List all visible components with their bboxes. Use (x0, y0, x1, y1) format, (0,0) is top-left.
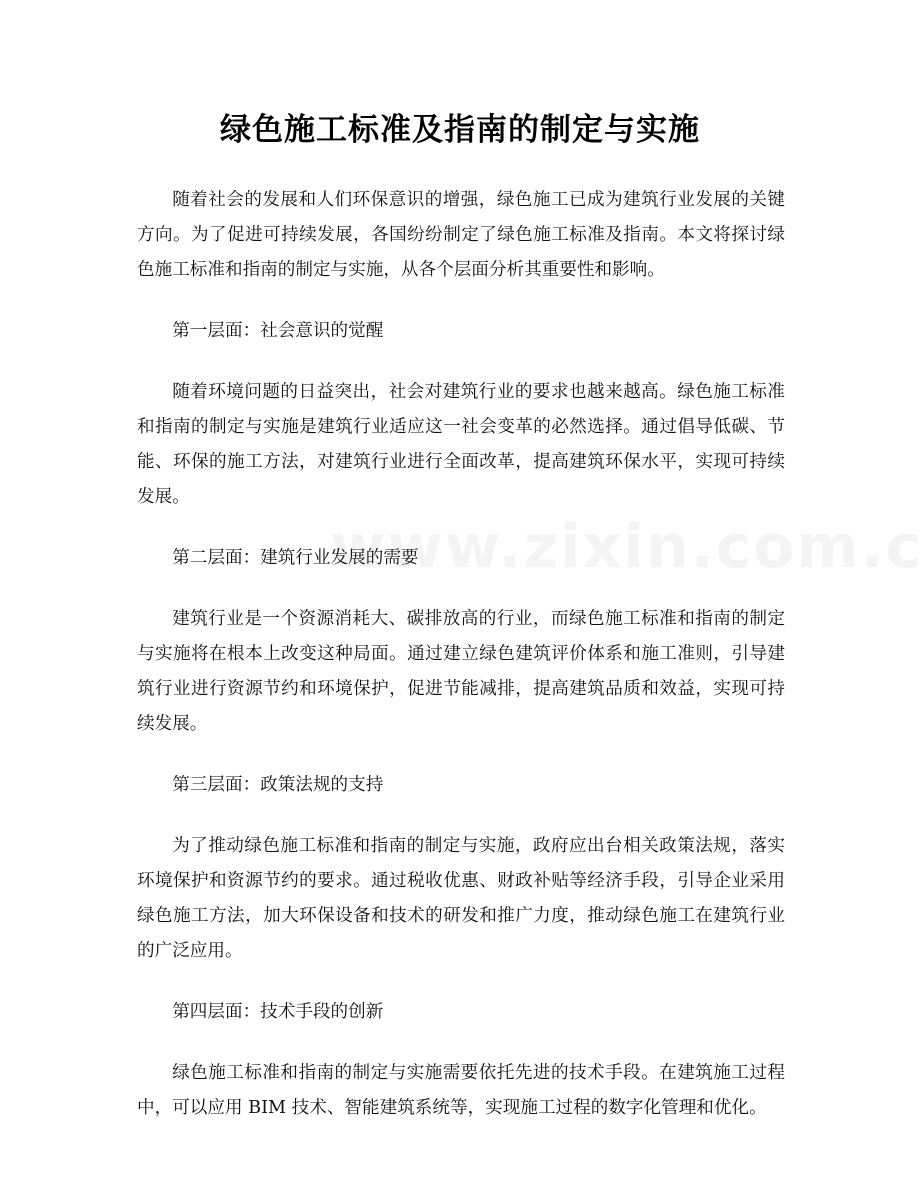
section-paragraph-1: 随着环境问题的日益突出，社会对建筑行业的要求也越来越高。绿色施工标准和指南的制定与实施是建筑行业适应这一社会变革的必然选择。通过倡导低碳、节能、环保的施工方法，对建筑行业进行全面改革，提高建筑环保水平，实现可持续发展。 (137, 382, 785, 507)
section-heading-3: 第三层面：政策法规的支持 (172, 775, 384, 795)
section-paragraph-4: 绿色施工标准和指南的制定与实施需要依托先进的技术手段。在建筑施工过程中，可以应用 BIM 技术、智能建筑系统等，实现施工过程的数字化管理和优化。 (137, 1063, 785, 1118)
document-title: 绿色施工标准及指南的制定与实施 (220, 112, 700, 148)
section-paragraph-2: 建筑行业是一个资源消耗大、碳排放高的行业，而绿色施工标准和指南的制定与实施将在根本上改变这种局面。通过建立绿色建筑评价体系和施工准则，引导建筑行业进行资源节约和环境保护，促进节能减排，提高建筑品质和效益，实现可持续发展。 (137, 609, 785, 734)
document-body (137, 183, 785, 1152)
section-paragraph-3: 为了推动绿色施工标准和指南的制定与实施，政府应出台相关政策法规，落实环境保护和资源节约的要求。通过税收优惠、财政补贴等经济手段，引导企业采用绿色施工方法，加大环保设备和技术的研发和推广力度，推动绿色施工在建筑行业的广泛应用。 (137, 836, 785, 961)
intro-paragraph: 随着社会的发展和人们环保意识的增强，绿色施工已成为建筑行业发展的关键方向。为了促进可持续发展，各国纷纷制定了绿色施工标准及指南。本文将探讨绿色施工标准和指南的制定与实施，从各个层面分析其重要性和影响。 (137, 190, 785, 280)
section-heading-1: 第一层面：社会意识的觉醒 (172, 321, 384, 341)
section-heading-4: 第四层面：技术手段的创新 (172, 1002, 384, 1022)
section-heading-2: 第二层面：建筑行业发展的需要 (172, 548, 419, 568)
